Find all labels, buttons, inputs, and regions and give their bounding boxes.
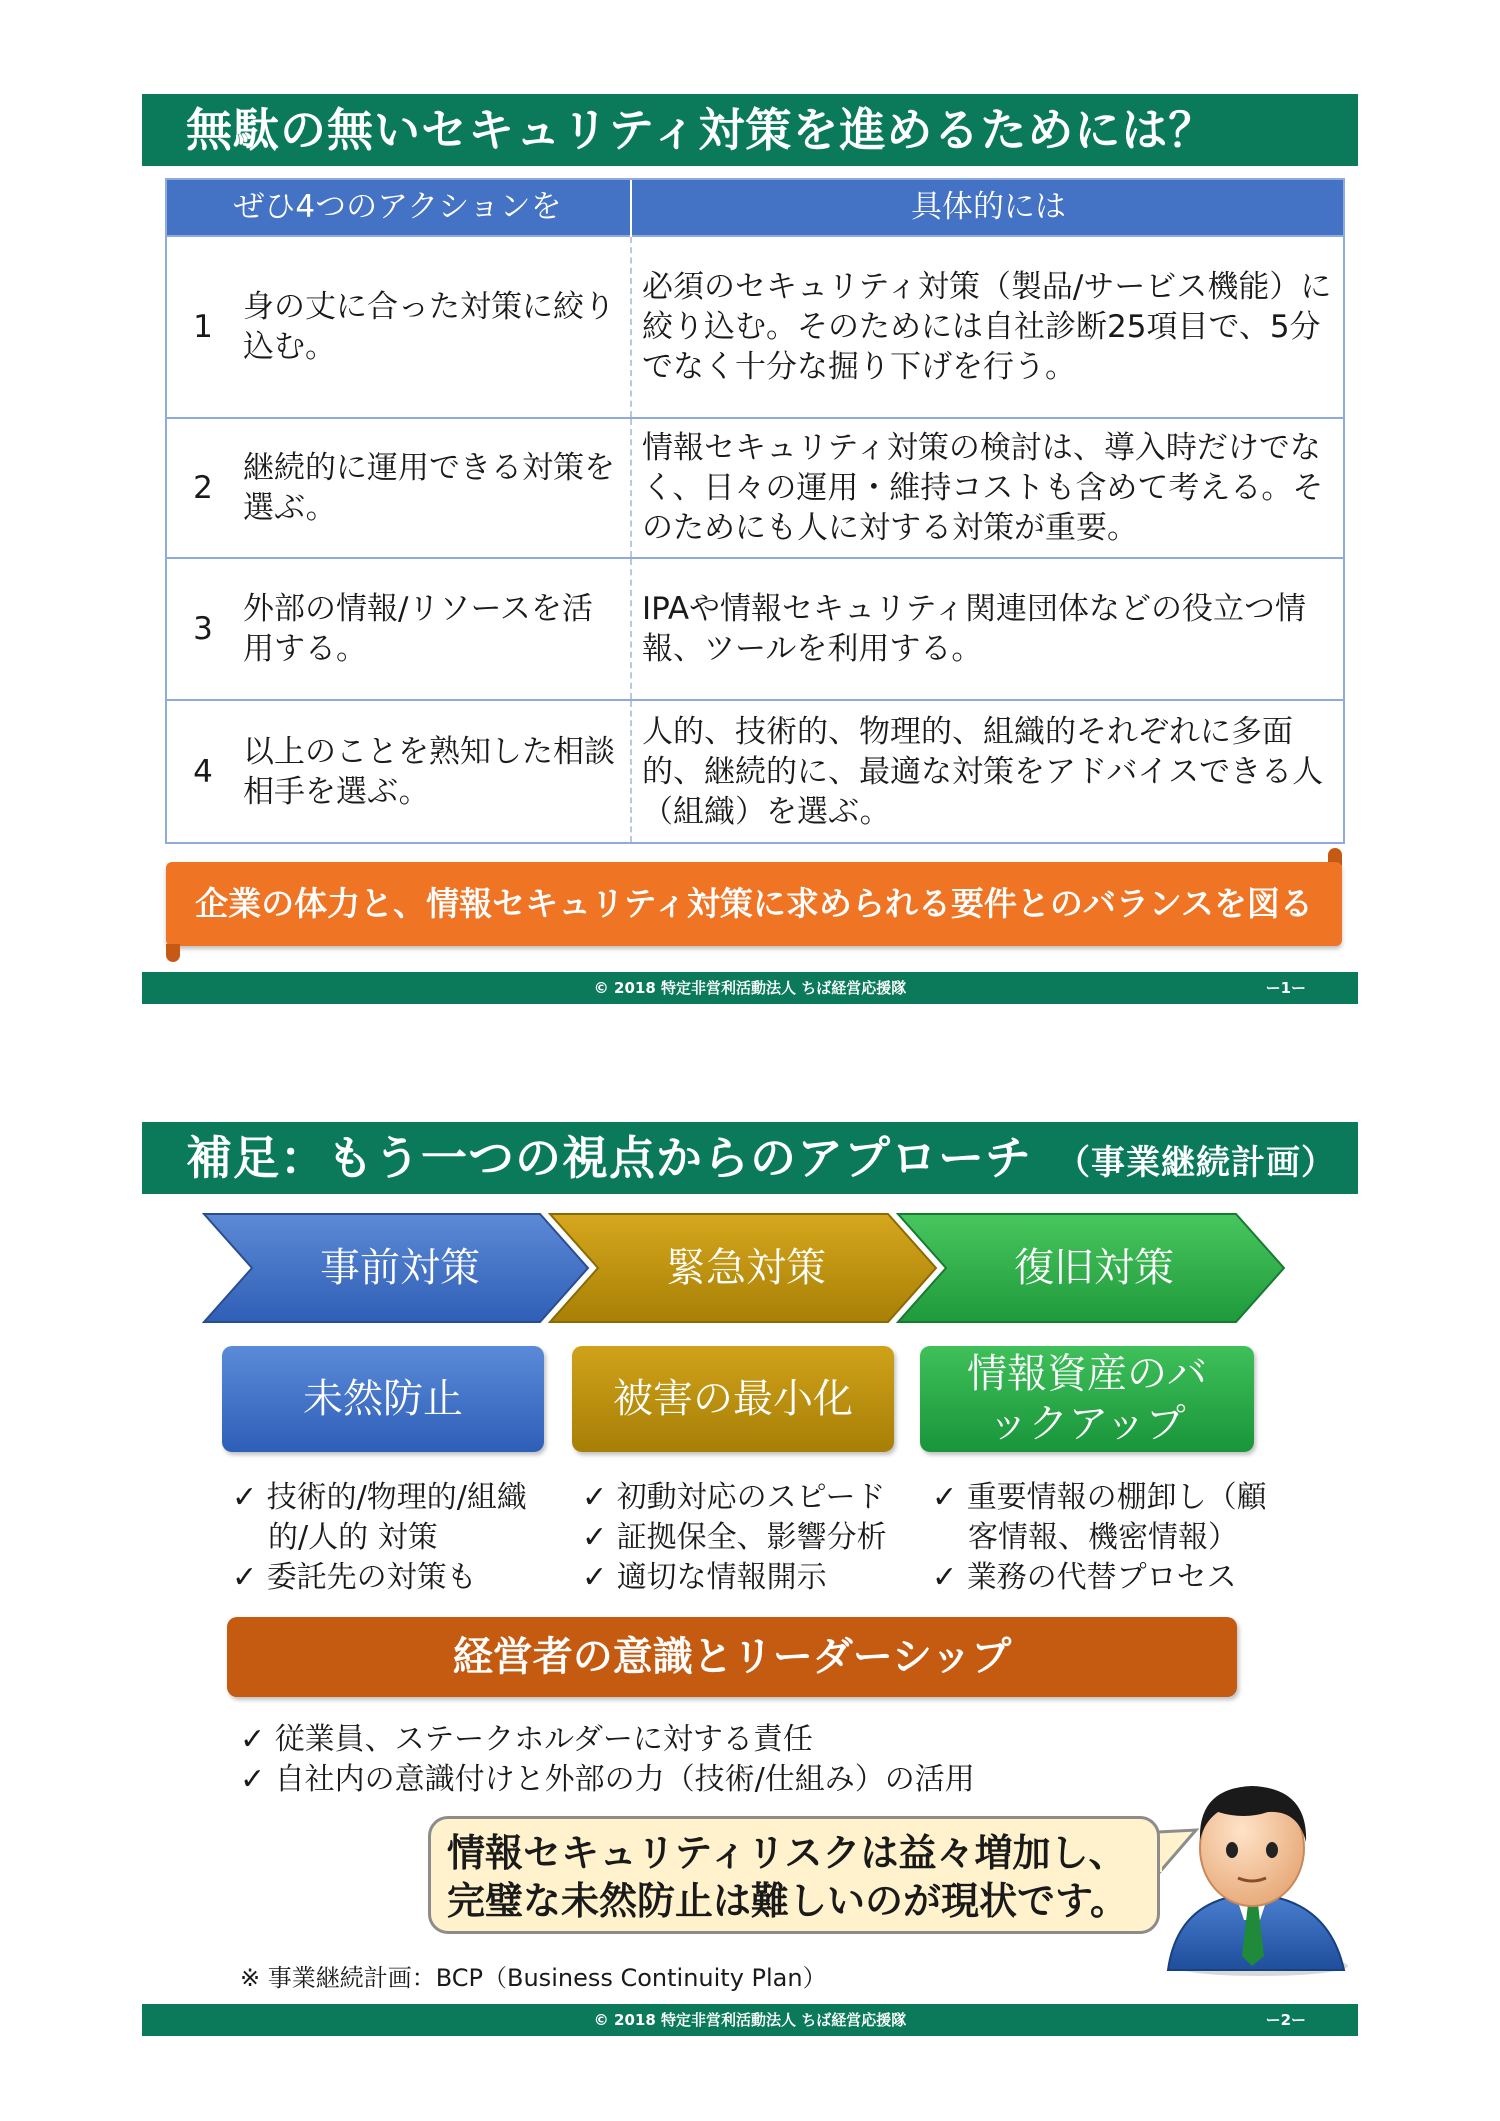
footer-page-number: ー2ー bbox=[1265, 2011, 1306, 2029]
box-backup: 情報資産のバックアップ bbox=[920, 1346, 1254, 1452]
list-item: ✓ 技術的/物理的/組織的/人的 対策 bbox=[232, 1480, 527, 1555]
box-prevention: 未然防止 bbox=[222, 1346, 544, 1452]
phase-label-emergency: 緊急対策 bbox=[666, 1245, 826, 1291]
row-detail: 情報セキュリティ対策の検討は、導入時だけでなく、日々の運用・維持コストも含めて考える。そのためにも人に対する対策が重要。 bbox=[631, 418, 1345, 558]
bcp-note: ※ 事業継続計画：BCP（Business Continuity Plan） bbox=[240, 1964, 827, 1992]
row-number: 4 bbox=[165, 700, 233, 842]
actions-table bbox=[165, 178, 1345, 842]
list-item: ✓ 委託先の対策も bbox=[232, 1560, 477, 1595]
slide2-title bbox=[142, 1122, 1358, 1194]
row-detail: 必須のセキュリティ対策（製品/サービス機能）に絞り込む。そのためには自社診断25項目で、5分でなく十分な掘り下げを行う。 bbox=[631, 236, 1345, 418]
table-row bbox=[165, 558, 1345, 700]
slide1-title: 無駄の無いセキュリティ対策を進めるためには？ bbox=[142, 94, 1358, 166]
businessman-icon bbox=[1148, 1770, 1358, 1980]
list-item: ✓ 適切な情報開示 bbox=[582, 1560, 827, 1595]
table-header-actions: ぜひ4つのアクションを bbox=[165, 178, 631, 236]
footer-copyright: © 2018 特定非営利活動法人 ちば経営応援隊 bbox=[593, 979, 907, 997]
slide1-footer bbox=[142, 972, 1358, 1004]
table-row bbox=[165, 700, 1345, 842]
row-number: 3 bbox=[165, 558, 233, 700]
table-row bbox=[165, 418, 1345, 558]
speech-bubble bbox=[428, 1816, 1160, 1934]
box-minimize-damage: 被害の最小化 bbox=[572, 1346, 894, 1452]
table-header-details: 具体的には bbox=[631, 178, 1345, 236]
list-item: ✓ 初動対応のスピード bbox=[582, 1480, 886, 1515]
slide2-title-sub: （事業継続計画） bbox=[1056, 1143, 1336, 1183]
checklist-emergency bbox=[582, 1478, 887, 1598]
bubble-line: 情報セキュリティリスクは益々増加し、 bbox=[447, 1831, 1127, 1875]
footer-page-number: ー1ー bbox=[1265, 979, 1306, 997]
phase-label-prevention: 事前対策 bbox=[320, 1245, 480, 1291]
row-detail: IPAや情報セキュリティ関連団体などの役立つ情報、ツールを利用する。 bbox=[631, 558, 1345, 700]
row-number: 2 bbox=[165, 418, 233, 558]
list-item: ✓ 自社内の意識付けと外部の力（技術/仕組み）の活用 bbox=[240, 1762, 975, 1797]
footer-copyright: © 2018 特定非営利活動法人 ちば経営応援隊 bbox=[593, 2011, 907, 2029]
row-action: 以上のことを熟知した相談相手を選ぶ。 bbox=[233, 700, 631, 842]
row-action: 身の丈に合った対策に絞り込む。 bbox=[233, 236, 631, 418]
balance-banner: 企業の体力と、情報セキュリティ対策に求められる要件とのバランスを図る bbox=[166, 862, 1342, 946]
row-action: 継続的に運用できる対策を選ぶ。 bbox=[233, 418, 631, 558]
table-row bbox=[165, 236, 1345, 418]
list-item: ✓ 業務の代替プロセス bbox=[932, 1560, 1237, 1595]
list-item: ✓ 従業員、ステークホルダーに対する責任 bbox=[240, 1722, 813, 1757]
list-item: ✓ 重要情報の棚卸し（顧客情報、機密情報） bbox=[932, 1480, 1267, 1555]
banner-scroll-curl bbox=[166, 944, 180, 962]
bubble-line: 完璧な未然防止は難しいのが現状です。 bbox=[447, 1879, 1128, 1923]
row-number: 1 bbox=[165, 236, 233, 418]
slide2-footer bbox=[142, 2004, 1358, 2036]
leadership-bar: 経営者の意識とリーダーシップ bbox=[227, 1617, 1237, 1697]
row-detail: 人的、技術的、物理的、組織的それぞれに多面的、継続的に、最適な対策をアドバイスできる人（組織）を選ぶ。 bbox=[631, 700, 1345, 842]
phase-label-recovery: 復旧対策 bbox=[1014, 1245, 1174, 1291]
table-header-row bbox=[165, 178, 1345, 236]
checklist-prevention bbox=[232, 1478, 562, 1598]
row-action: 外部の情報/リソースを活用する。 bbox=[233, 558, 631, 700]
leadership-checklist bbox=[240, 1720, 975, 1800]
checklist-recovery bbox=[932, 1478, 1292, 1598]
slide2-title-main: 補足：もう一つの視点からのアプローチ bbox=[186, 1131, 1032, 1185]
list-item: ✓ 証拠保全、影響分析 bbox=[582, 1520, 887, 1555]
